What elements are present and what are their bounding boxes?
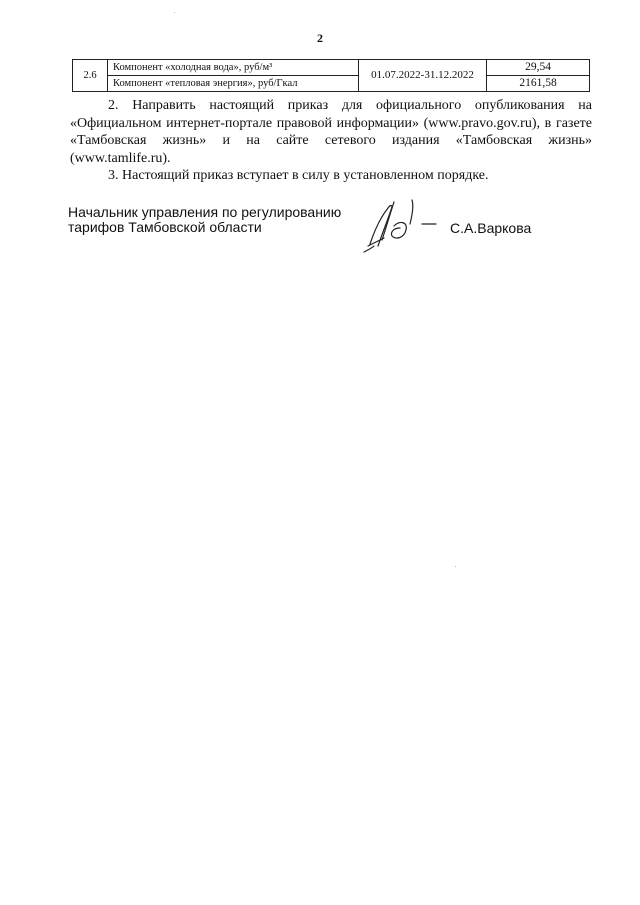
table-row [73,60,590,76]
table-row [73,76,590,92]
signatory-title [68,205,358,235]
tariff-table [72,59,590,92]
component-name-cell: Компонент «холодная вода», руб/м³ [108,60,359,76]
row-number-cell: 2.6 [73,60,108,92]
period-cell: 01.07.2022-31.12.2022 [359,60,487,92]
scan-speck [455,566,456,567]
value-cell: 29,54 [487,60,590,76]
signatory-title-line2: тарифов Тамбовской области [68,219,262,235]
paragraph-publication: 2. Направить настоящий приказ для официального опубликования на «Официальном интернет-портале правовой информации» (www.pravo.gov.ru), в газете «Тамбовская жизнь» и на сайте сетевого издания «Тамбовская жизнь» (www.tamlife.ru). [70,98,592,166]
component-name-cell: Компонент «тепловая энергия», руб/Гкал [108,76,359,92]
page-number: 2 [317,31,323,45]
handwritten-signature [360,196,450,258]
paragraph-effective: 3. Настоящий приказ вступает в силу в установленном порядке. [108,168,489,183]
scan-speck [174,12,175,13]
signatory-name: С.А.Варкова [450,220,532,236]
value-cell: 2161,58 [487,76,590,92]
signatory-title-line1: Начальник управления по регулированию [68,204,342,220]
